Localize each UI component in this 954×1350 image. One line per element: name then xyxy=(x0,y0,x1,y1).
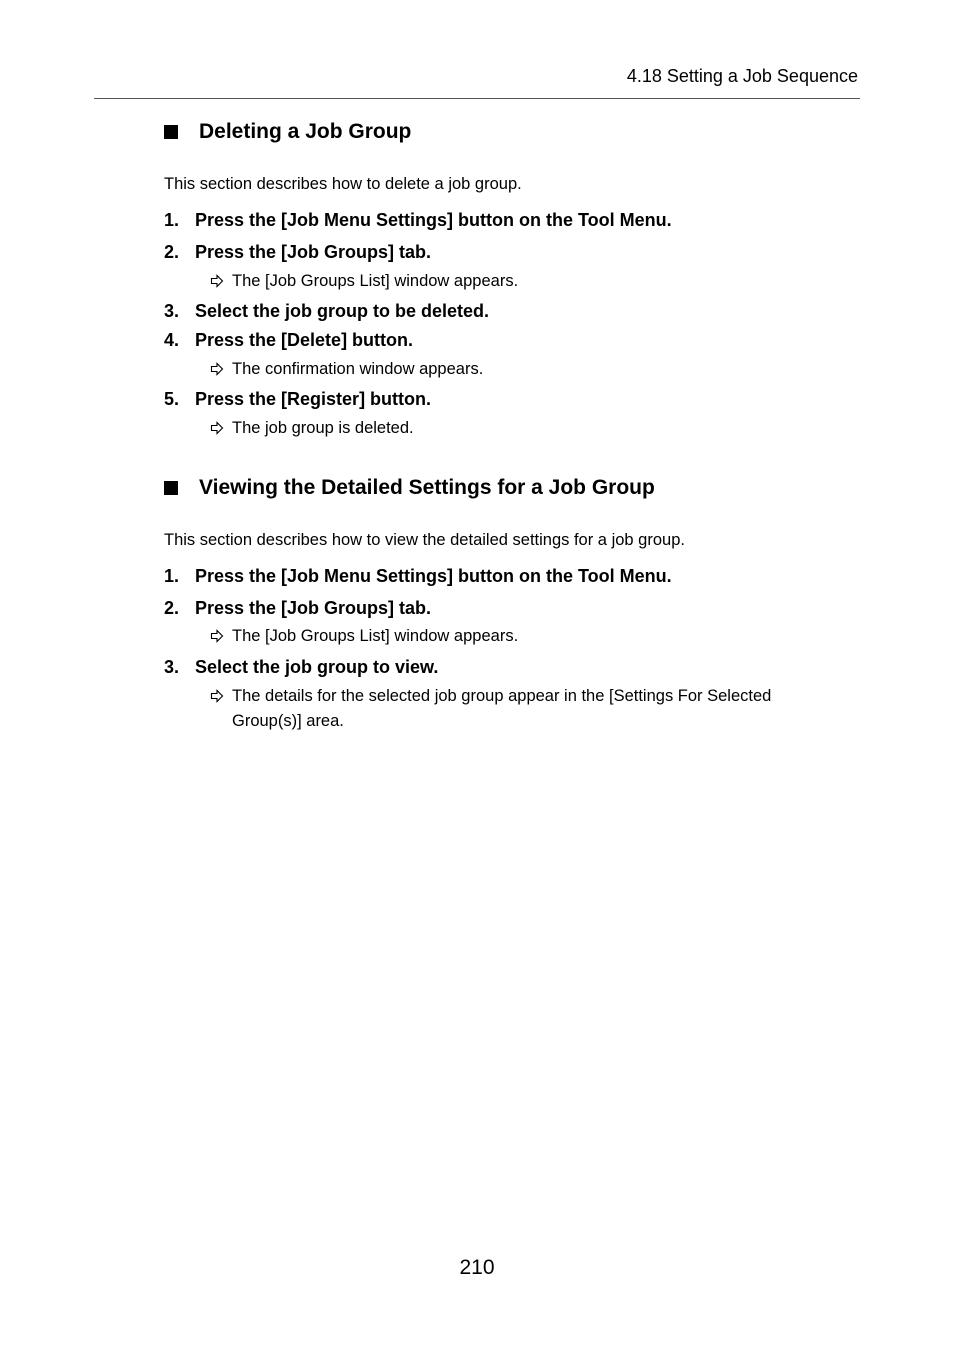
section-heading-deleting xyxy=(164,120,411,144)
step-text: Press the [Register] button. xyxy=(195,389,432,409)
step xyxy=(164,301,489,322)
step-number: 3. xyxy=(164,657,180,677)
result-text: The confirmation window appears. xyxy=(232,360,484,378)
step-result xyxy=(210,269,822,294)
step-text: Select the job group to be deleted. xyxy=(195,301,490,321)
step-text: Press the [Job Groups] tab. xyxy=(195,242,432,262)
step xyxy=(164,242,431,263)
step xyxy=(164,389,431,410)
step xyxy=(164,210,672,231)
section-intro: This section describes how to delete a job group. xyxy=(164,175,522,193)
result-text: The details for the selected job group appear in the [Settings For Selected Group(s)] area. xyxy=(232,687,772,730)
step-number: 4. xyxy=(164,330,180,350)
step-number: 1. xyxy=(164,566,180,586)
step-text: Press the [Job Groups] tab. xyxy=(195,598,432,618)
square-bullet-icon xyxy=(164,481,178,495)
result-text: The [Job Groups List] window appears. xyxy=(232,272,519,290)
step-number: 3. xyxy=(164,301,180,321)
result-arrow-icon xyxy=(210,421,224,435)
step-number: 2. xyxy=(164,598,180,618)
result-arrow-icon xyxy=(210,362,224,376)
square-bullet-icon xyxy=(164,125,178,139)
step-text: Select the job group to view. xyxy=(195,657,439,677)
result-text: The [Job Groups List] window appears. xyxy=(232,627,519,645)
step xyxy=(164,657,438,678)
step xyxy=(164,330,413,351)
step-text: Press the [Delete] button. xyxy=(195,330,414,350)
running-header: 4.18 Setting a Job Sequence xyxy=(626,66,858,86)
result-arrow-icon xyxy=(210,689,224,703)
step-result xyxy=(210,684,822,734)
step xyxy=(164,566,672,587)
step-result xyxy=(210,624,822,649)
step-result xyxy=(210,416,822,441)
result-arrow-icon xyxy=(210,274,224,288)
step xyxy=(164,598,431,619)
section-heading-text: Viewing the Detailed Settings for a Job Group xyxy=(199,476,655,499)
page-number: 210 xyxy=(459,1256,495,1279)
step-text: Press the [Job Menu Settings] button on the Tool Menu. xyxy=(195,210,672,230)
header-rule xyxy=(94,98,860,99)
result-text: The job group is deleted. xyxy=(232,419,414,437)
step-number: 1. xyxy=(164,210,180,230)
step-number: 5. xyxy=(164,389,180,409)
section-heading-viewing xyxy=(164,476,655,500)
section-intro: This section describes how to view the detailed settings for a job group. xyxy=(164,531,685,549)
result-arrow-icon xyxy=(210,629,224,643)
step-text: Press the [Job Menu Settings] button on the Tool Menu. xyxy=(195,566,672,586)
step-result xyxy=(210,357,822,382)
step-number: 2. xyxy=(164,242,180,262)
section-heading-text: Deleting a Job Group xyxy=(199,120,412,143)
